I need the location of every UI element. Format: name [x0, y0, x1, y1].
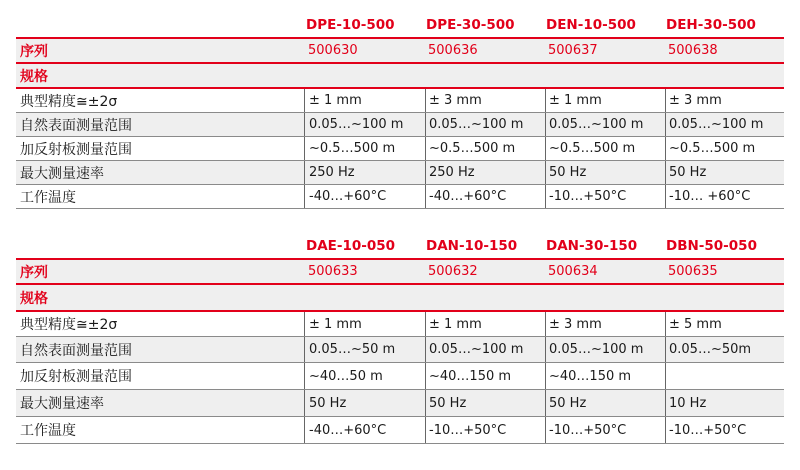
spec-value: 50 Hz	[429, 395, 467, 411]
spec-value: ± 1 mm	[309, 93, 362, 108]
spec-value: 250 Hz	[429, 165, 475, 180]
spec-value: ± 5 mm	[669, 316, 722, 332]
spec-value: 0.05…~100 m	[549, 117, 644, 132]
spec-row	[16, 185, 784, 208]
model-name: DAE-10-050	[306, 238, 396, 254]
spec-value: ~0.5…500 m	[549, 141, 636, 156]
spec-value: ~40…50 m	[309, 368, 383, 384]
spec-row	[16, 417, 784, 443]
spec-value: 50 Hz	[549, 165, 587, 180]
spec-row	[16, 137, 784, 160]
spec-value: ~40…150 m	[429, 368, 512, 384]
spec-label: 最大测量速率	[20, 165, 104, 182]
spec-value: -40…+60°C	[309, 189, 387, 204]
spec-value: -40…+60°C	[429, 189, 507, 204]
spec-label: 典型精度≅±2σ	[20, 317, 118, 333]
model-name: DAN-30-150	[546, 238, 638, 254]
spec-value: -10…+50°C	[549, 422, 627, 438]
spec-value: ~0.5…500 m	[429, 141, 516, 156]
spec-label: 加反射板测量范围	[20, 369, 132, 385]
spec-value: -10…+50°C	[669, 422, 747, 438]
spec-label: 加反射板测量范围	[20, 141, 132, 158]
spec-value: 50 Hz	[669, 165, 707, 180]
spec-value: -10…+50°C	[429, 422, 507, 438]
order-row	[16, 260, 784, 283]
spec-value: 0.05…~100 m	[429, 342, 524, 357]
order-number: 500634	[548, 264, 598, 279]
order-number: 500630	[308, 43, 358, 58]
spec-value: 10 Hz	[669, 395, 707, 411]
divider	[16, 208, 784, 209]
spec-value: ± 1 mm	[549, 93, 602, 108]
model-name: DPE-10-500	[306, 17, 395, 33]
spec-value: ± 1 mm	[429, 316, 482, 332]
spec-value: ± 3 mm	[549, 316, 602, 332]
spec-value: 0.05…~100 m	[309, 117, 404, 132]
spec-value	[667, 363, 784, 389]
spec-row	[16, 161, 784, 184]
spec-value: 250 Hz	[309, 165, 355, 180]
spec-value: 0.05…~100 m	[549, 342, 644, 357]
spec-row	[16, 363, 784, 389]
spec-label: 工作温度	[20, 189, 76, 206]
spec-value: ± 3 mm	[429, 93, 482, 108]
order-label: 序列	[20, 43, 48, 60]
spec-value: 0.05…~100 m	[429, 117, 524, 132]
model-header-row	[16, 14, 784, 36]
model-name: DPE-30-500	[426, 17, 515, 33]
spec-label: 最大测量速率	[20, 396, 104, 412]
spec-value: ± 3 mm	[669, 93, 722, 108]
spec-value: 0.05…~100 m	[669, 117, 764, 132]
spec-value: ~0.5…500 m	[669, 141, 756, 156]
model-header-row	[16, 235, 784, 257]
spec-row	[16, 312, 784, 336]
spec-row	[16, 89, 784, 112]
order-number: 500633	[308, 264, 358, 279]
spec-value: -40…+60°C	[309, 422, 387, 438]
section-label: 规格	[20, 68, 48, 85]
section-row	[16, 285, 784, 310]
model-name: DEH-30-500	[666, 17, 756, 33]
spec-row	[16, 113, 784, 136]
model-name: DEN-10-500	[546, 17, 636, 33]
order-number: 500637	[548, 43, 598, 58]
spec-value: 50 Hz	[549, 395, 587, 411]
spec-value: ± 1 mm	[309, 316, 362, 332]
spec-value: ~0.5…500 m	[309, 141, 396, 156]
spec-value: ~40…150 m	[549, 368, 632, 384]
order-number: 500635	[668, 264, 718, 279]
spec-label: 自然表面测量范围	[20, 117, 132, 134]
spec-value: -10…+50°C	[549, 189, 627, 204]
order-row	[16, 39, 784, 62]
spec-label: 典型精度≅±2σ	[20, 93, 118, 110]
section-label: 规格	[20, 290, 48, 307]
model-name: DBN-50-050	[666, 238, 757, 254]
divider	[16, 443, 784, 444]
spec-value: -10… +60°C	[669, 189, 751, 204]
model-name: DAN-10-150	[426, 238, 518, 254]
order-number: 500638	[668, 43, 718, 58]
spec-value: 0.05…~50m	[669, 342, 752, 357]
spec-value: 50 Hz	[309, 395, 347, 411]
order-number: 500636	[428, 43, 478, 58]
spec-label: 工作温度	[20, 423, 76, 439]
spec-row	[16, 337, 784, 362]
order-label: 序列	[20, 264, 48, 281]
spec-row	[16, 390, 784, 416]
order-number: 500632	[428, 264, 478, 279]
section-row	[16, 64, 784, 87]
spec-value: 0.05…~50 m	[309, 342, 396, 357]
spec-label: 自然表面测量范围	[20, 342, 132, 359]
